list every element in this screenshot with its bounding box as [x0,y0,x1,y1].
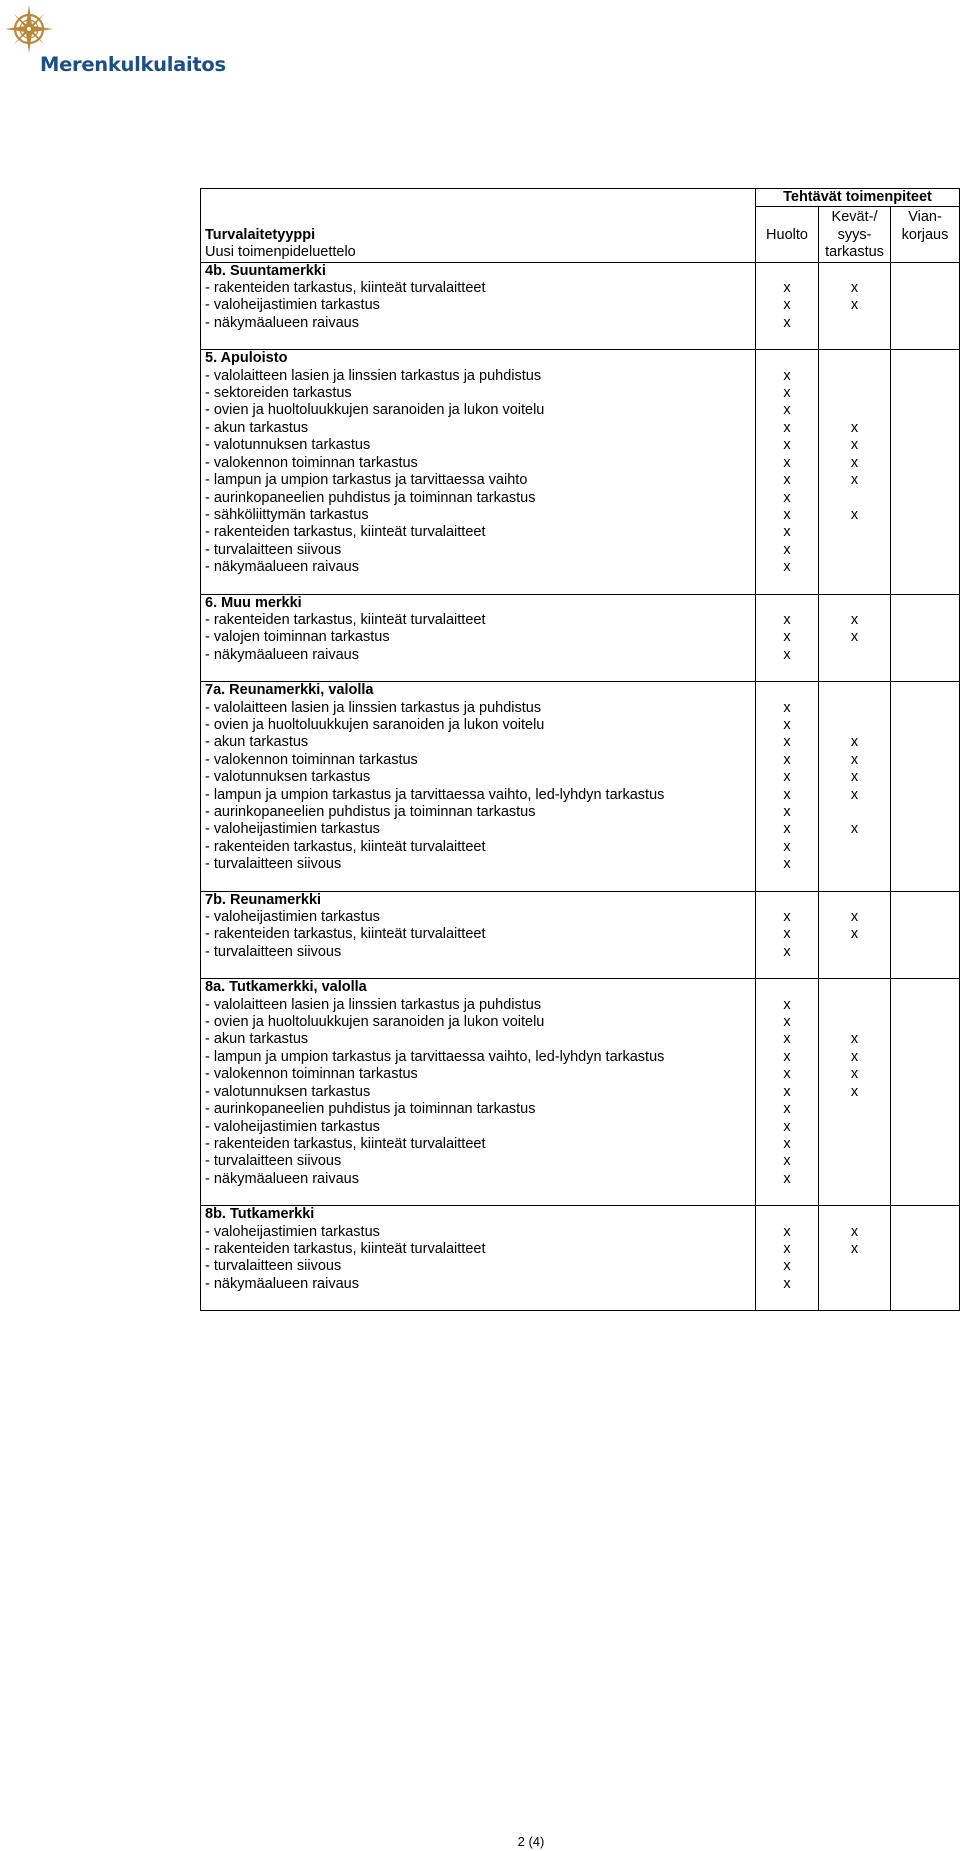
viankorjaus-mark [891,1258,960,1275]
kevat-syys-mark: x [819,926,891,943]
table-row [201,734,960,751]
column-header-line: korjaus [901,226,949,243]
kevat-syys-mark [819,315,891,350]
huolto-mark: x [756,472,819,489]
mark-cell [819,594,891,612]
column-header-line: syys- [837,226,872,243]
viankorjaus-mark [891,524,960,541]
mark-cell [891,262,960,280]
huolto-mark: x [756,280,819,297]
mark-cell [756,350,819,368]
table-row [201,1136,960,1153]
huolto-mark: x [756,769,819,786]
header-row-group [201,189,960,207]
kevat-syys-mark [819,559,891,594]
table-row [201,455,960,472]
table-row [201,787,960,804]
table-row [201,559,960,594]
table-row [201,1049,960,1066]
huolto-mark: x [756,1031,819,1048]
kevat-syys-mark: x [819,455,891,472]
huolto-mark: x [756,926,819,943]
mark-cell [819,979,891,997]
task-cell: - ovien ja huoltoluukkujen saranoiden ja lukon voitelu [201,402,756,419]
kevat-syys-mark: x [819,1224,891,1241]
table-row [201,1084,960,1101]
kevat-syys-mark [819,524,891,541]
task-cell: - akun tarkastus [201,1031,756,1048]
viankorjaus-mark [891,368,960,385]
table-row [201,700,960,717]
kevat-syys-mark: x [819,1049,891,1066]
section-title: 7b. Reunamerkki [201,891,756,909]
task-cell: - näkymäalueen raivaus [201,647,756,682]
table-row [201,804,960,821]
mark-cell [891,594,960,612]
column-header-line: tarkastus [825,244,884,261]
table-row [201,1171,960,1206]
table-row [201,821,960,838]
mark-cell [756,891,819,909]
kevat-syys-mark: x [819,734,891,751]
kevat-syys-mark: x [819,472,891,489]
viankorjaus-mark [891,1224,960,1241]
huolto-mark: x [756,1049,819,1066]
task-cell: - turvalaitteen siivous [201,856,756,891]
task-cell: - sektoreiden tarkastus [201,385,756,402]
section-title: 8a. Tutkamerkki, valolla [201,979,756,997]
task-cell: - rakenteiden tarkastus, kiinteät turvalaitteet [201,524,756,541]
group-header: Tehtävät toimenpiteet [756,189,960,207]
section-title-row [201,682,960,700]
huolto-mark: x [756,856,819,891]
task-cell: - valoheijastimien tarkastus [201,821,756,838]
column-header-viankorjaus [891,207,960,262]
mark-cell [756,594,819,612]
huolto-mark: x [756,1153,819,1170]
mark-cell [891,891,960,909]
task-cell: - aurinkopaneelien puhdistus ja toiminnan tarkastus [201,1101,756,1118]
section-title-row [201,594,960,612]
huolto-mark: x [756,385,819,402]
huolto-mark: x [756,647,819,682]
huolto-mark: x [756,717,819,734]
table-row [201,856,960,891]
table-row [201,944,960,979]
viankorjaus-mark [891,717,960,734]
task-cell: - lampun ja umpion tarkastus ja tarvittaessa vaihto, led-lyhdyn tarkastus [201,787,756,804]
kevat-syys-mark: x [819,1241,891,1258]
viankorjaus-mark [891,821,960,838]
mark-cell [891,979,960,997]
table-row [201,647,960,682]
table-row [201,385,960,402]
header-blank-cell [201,189,756,207]
mark-cell [756,1206,819,1224]
viankorjaus-mark [891,909,960,926]
mark-cell [756,682,819,700]
viankorjaus-mark [891,769,960,786]
kevat-syys-mark: x [819,1031,891,1048]
huolto-mark: x [756,524,819,541]
kevat-syys-mark [819,385,891,402]
huolto-mark: x [756,804,819,821]
mark-cell [819,1206,891,1224]
task-cell: - valoheijastimien tarkastus [201,909,756,926]
viankorjaus-mark [891,1066,960,1083]
viankorjaus-mark [891,1049,960,1066]
section-title-row [201,891,960,909]
viankorjaus-mark [891,1153,960,1170]
task-cell: - lampun ja umpion tarkastus ja tarvittaessa vaihto, led-lyhdyn tarkastus [201,1049,756,1066]
task-cell: - rakenteiden tarkastus, kiinteät turvalaitteet [201,926,756,943]
huolto-mark: x [756,1101,819,1118]
table-row [201,1119,960,1136]
task-cell: - valojen toiminnan tarkastus [201,629,756,646]
kevat-syys-mark [819,368,891,385]
kevat-syys-mark [819,717,891,734]
task-cell: - näkymäalueen raivaus [201,315,756,350]
viankorjaus-mark [891,402,960,419]
kevat-syys-mark [819,647,891,682]
huolto-mark: x [756,490,819,507]
column-header-huolto [756,207,819,262]
table-row [201,1153,960,1170]
table-row [201,472,960,489]
kevat-syys-mark [819,804,891,821]
kevat-syys-mark: x [819,1084,891,1101]
table-row [201,315,960,350]
kevat-syys-mark [819,1258,891,1275]
viankorjaus-mark [891,629,960,646]
kevat-syys-mark [819,1101,891,1118]
huolto-mark: x [756,752,819,769]
table-row [201,839,960,856]
section-title: 5. Apuloisto [201,350,756,368]
section-title-row [201,979,960,997]
table-row [201,909,960,926]
huolto-mark: x [756,997,819,1014]
huolto-mark: x [756,944,819,979]
list-subheader: Uusi toimenpideluettelo [205,244,356,261]
huolto-mark: x [756,839,819,856]
kevat-syys-mark: x [819,612,891,629]
table-row [201,1224,960,1241]
viankorjaus-mark [891,1031,960,1048]
task-cell: - näkymäalueen raivaus [201,1171,756,1206]
huolto-mark: x [756,559,819,594]
table-row [201,926,960,943]
task-cell: - valokennon toiminnan tarkastus [201,752,756,769]
viankorjaus-mark [891,437,960,454]
mark-cell [891,350,960,368]
huolto-mark: x [756,507,819,524]
kevat-syys-mark [819,1276,891,1311]
huolto-mark: x [756,1258,819,1275]
huolto-mark: x [756,1241,819,1258]
column-header-kevat-syys-tarkastus [819,207,891,262]
column-header-line: Huolto [766,226,808,243]
mark-cell [891,682,960,700]
kevat-syys-mark [819,997,891,1014]
huolto-mark: x [756,1224,819,1241]
type-header-cell [201,207,756,262]
task-cell: - turvalaitteen siivous [201,944,756,979]
huolto-mark: x [756,437,819,454]
kevat-syys-mark [819,542,891,559]
huolto-mark: x [756,368,819,385]
viankorjaus-mark [891,647,960,682]
viankorjaus-mark [891,734,960,751]
header-row-columns [201,207,960,262]
mark-cell [819,262,891,280]
kevat-syys-mark [819,1153,891,1170]
huolto-mark: x [756,1276,819,1311]
kevat-syys-mark [819,839,891,856]
table-row [201,1066,960,1083]
viankorjaus-mark [891,1014,960,1031]
mark-cell [819,350,891,368]
task-cell: - akun tarkastus [201,420,756,437]
kevat-syys-mark: x [819,297,891,314]
kevat-syys-mark: x [819,507,891,524]
mark-cell [756,262,819,280]
table-row [201,437,960,454]
viankorjaus-mark [891,700,960,717]
section-title: 6. Muu merkki [201,594,756,612]
task-cell: - näkymäalueen raivaus [201,1276,756,1311]
huolto-mark: x [756,1066,819,1083]
section-title-row [201,1206,960,1224]
task-cell: - lampun ja umpion tarkastus ja tarvittaessa vaihto [201,472,756,489]
table-row [201,1258,960,1275]
huolto-mark: x [756,1084,819,1101]
viankorjaus-mark [891,612,960,629]
table-row [201,1031,960,1048]
task-cell: - valotunnuksen tarkastus [201,437,756,454]
task-cell: - ovien ja huoltoluukkujen saranoiden ja lukon voitelu [201,1014,756,1031]
viankorjaus-mark [891,944,960,979]
table-row [201,368,960,385]
kevat-syys-mark: x [819,1066,891,1083]
kevat-syys-mark [819,944,891,979]
section-title-row [201,350,960,368]
viankorjaus-mark [891,856,960,891]
viankorjaus-mark [891,839,960,856]
viankorjaus-mark [891,472,960,489]
section-title: 4b. Suuntamerkki [201,262,756,280]
huolto-mark: x [756,315,819,350]
huolto-mark: x [756,734,819,751]
viankorjaus-mark [891,1136,960,1153]
viankorjaus-mark [891,315,960,350]
task-cell: - rakenteiden tarkastus, kiinteät turvalaitteet [201,612,756,629]
viankorjaus-mark [891,420,960,437]
table-row [201,420,960,437]
table-row [201,717,960,734]
table-row [201,507,960,524]
huolto-mark: x [756,700,819,717]
kevat-syys-mark: x [819,752,891,769]
column-header-line: Kevät-/ [831,209,878,226]
task-cell: - rakenteiden tarkastus, kiinteät turvalaitteet [201,1241,756,1258]
mark-cell [756,979,819,997]
table-row [201,297,960,314]
viankorjaus-mark [891,1241,960,1258]
huolto-mark: x [756,420,819,437]
viankorjaus-mark [891,507,960,524]
mark-cell [819,682,891,700]
huolto-mark: x [756,1136,819,1153]
viankorjaus-mark [891,559,960,594]
viankorjaus-mark [891,1171,960,1206]
kevat-syys-mark: x [819,629,891,646]
task-cell: - rakenteiden tarkastus, kiinteät turvalaitteet [201,1136,756,1153]
huolto-mark: x [756,542,819,559]
kevat-syys-mark: x [819,821,891,838]
task-cell: - akun tarkastus [201,734,756,751]
kevat-syys-mark: x [819,420,891,437]
task-cell: - valokennon toiminnan tarkastus [201,455,756,472]
column-header-line: Vian- [908,209,942,226]
viankorjaus-mark [891,804,960,821]
huolto-mark: x [756,821,819,838]
table-row [201,1241,960,1258]
task-cell: - näkymäalueen raivaus [201,559,756,594]
viankorjaus-mark [891,1084,960,1101]
viankorjaus-mark [891,490,960,507]
table-row [201,524,960,541]
huolto-mark: x [756,1171,819,1206]
kevat-syys-mark [819,490,891,507]
viankorjaus-mark [891,385,960,402]
task-cell: - rakenteiden tarkastus, kiinteät turvalaitteet [201,839,756,856]
table-row [201,752,960,769]
task-cell: - aurinkopaneelien puhdistus ja toiminnan tarkastus [201,804,756,821]
section-title-row [201,262,960,280]
huolto-mark: x [756,1119,819,1136]
logo-wordmark: Merenkulkulaitos [40,53,226,76]
table-row [201,1101,960,1118]
task-cell: - ovien ja huoltoluukkujen saranoiden ja lukon voitelu [201,717,756,734]
kevat-syys-mark [819,1014,891,1031]
task-cell: - valoheijastimien tarkastus [201,1119,756,1136]
viankorjaus-mark [891,787,960,804]
viankorjaus-mark [891,1276,960,1311]
mark-cell [819,891,891,909]
kevat-syys-mark: x [819,280,891,297]
task-cell: - valoheijastimien tarkastus [201,297,756,314]
table-row [201,997,960,1014]
viankorjaus-mark [891,1119,960,1136]
task-cell: - valoheijastimien tarkastus [201,1224,756,1241]
viankorjaus-mark [891,926,960,943]
task-cell: - valotunnuksen tarkastus [201,769,756,786]
huolto-mark: x [756,909,819,926]
huolto-mark: x [756,629,819,646]
table-row [201,612,960,629]
task-cell: - valotunnuksen tarkastus [201,1084,756,1101]
mark-cell [891,1206,960,1224]
huolto-mark: x [756,297,819,314]
logo [4,4,224,76]
kevat-syys-mark [819,402,891,419]
task-cell: - valolaitteen lasien ja linssien tarkastus ja puhdistus [201,368,756,385]
type-header: Turvalaitetyyppi [205,226,316,243]
huolto-mark: x [756,787,819,804]
huolto-mark: x [756,1014,819,1031]
viankorjaus-mark [891,752,960,769]
section-title: 7a. Reunamerkki, valolla [201,682,756,700]
kevat-syys-mark: x [819,787,891,804]
viankorjaus-mark [891,297,960,314]
table-row [201,1276,960,1311]
kevat-syys-mark: x [819,909,891,926]
huolto-mark: x [756,402,819,419]
task-cell: - aurinkopaneelien puhdistus ja toiminnan tarkastus [201,490,756,507]
table-row [201,402,960,419]
huolto-mark: x [756,612,819,629]
page-number: 2 (4) [517,1834,545,1849]
table-row [201,629,960,646]
section-title: 8b. Tutkamerkki [201,1206,756,1224]
task-cell: - rakenteiden tarkastus, kiinteät turvalaitteet [201,280,756,297]
viankorjaus-mark [891,280,960,297]
maintenance-table [200,188,960,1311]
huolto-mark: x [756,455,819,472]
kevat-syys-mark: x [819,769,891,786]
table-row [201,542,960,559]
table-row [201,1014,960,1031]
task-cell: - turvalaitteen siivous [201,542,756,559]
viankorjaus-mark [891,1101,960,1118]
viankorjaus-mark [891,542,960,559]
kevat-syys-mark [819,856,891,891]
task-cell: - turvalaitteen siivous [201,1153,756,1170]
table-row [201,769,960,786]
compass-rose-icon [4,4,54,54]
table-row [201,490,960,507]
task-cell: - valokennon toiminnan tarkastus [201,1066,756,1083]
viankorjaus-mark [891,455,960,472]
kevat-syys-mark [819,700,891,717]
task-cell: - valolaitteen lasien ja linssien tarkastus ja puhdistus [201,700,756,717]
task-cell: - turvalaitteen siivous [201,1258,756,1275]
kevat-syys-mark: x [819,437,891,454]
task-cell: - sähköliittymän tarkastus [201,507,756,524]
kevat-syys-mark [819,1136,891,1153]
kevat-syys-mark [819,1119,891,1136]
kevat-syys-mark [819,1171,891,1206]
task-cell: - valolaitteen lasien ja linssien tarkastus ja puhdistus [201,997,756,1014]
viankorjaus-mark [891,997,960,1014]
table-row [201,280,960,297]
